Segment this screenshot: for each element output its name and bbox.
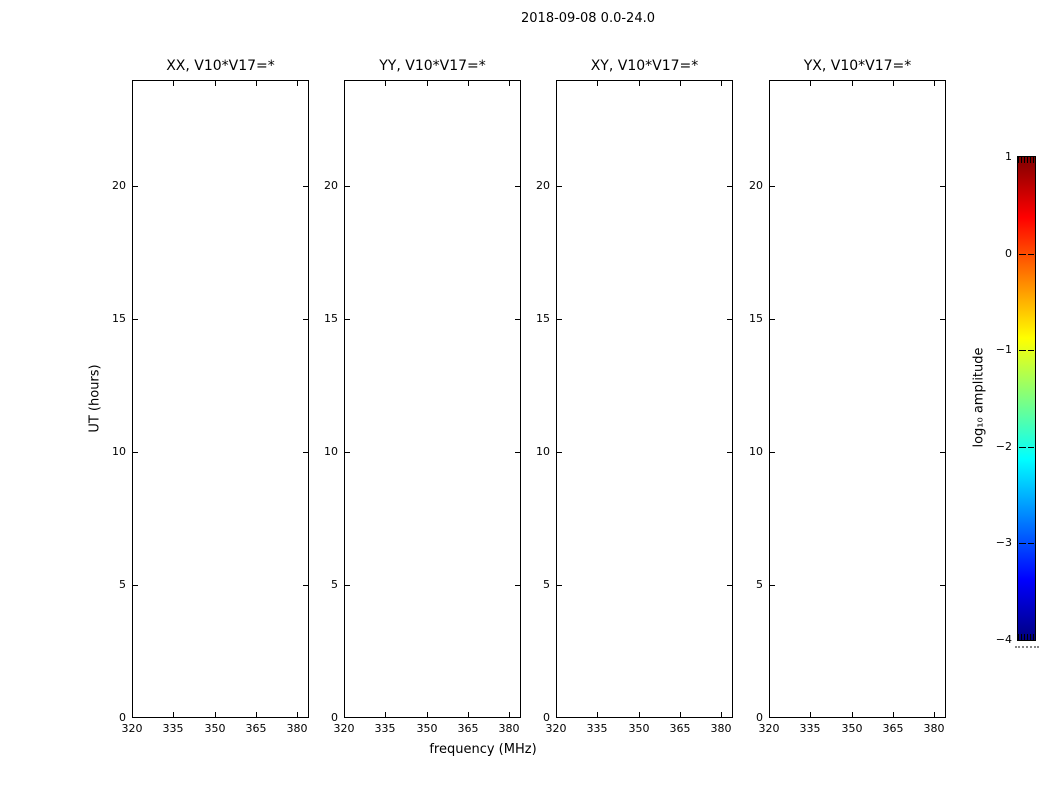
x-tick-label: 320 — [758, 722, 780, 735]
colorbar-tick-label: 1 — [1005, 150, 1012, 163]
y-tick-mark — [557, 452, 562, 453]
x-tick-mark — [934, 81, 935, 86]
y-tick-label: 10 — [324, 445, 338, 458]
y-tick-mark — [345, 319, 350, 320]
y-axis-label: UT (hours) — [87, 364, 103, 433]
y-tick-mark — [940, 186, 945, 187]
y-tick-mark — [770, 585, 775, 586]
x-tick-mark — [680, 712, 681, 717]
x-tick-mark — [468, 712, 469, 717]
x-tick-mark — [509, 712, 510, 717]
y-tick-label: 20 — [112, 179, 126, 192]
x-tick-label: 365 — [669, 722, 691, 735]
x-tick-label: 350 — [416, 722, 438, 735]
panel-plot-area-xx — [132, 80, 309, 718]
y-tick-label: 0 — [543, 711, 550, 724]
x-tick-label: 380 — [923, 722, 945, 735]
x-tick-mark — [173, 712, 174, 717]
y-tick-mark — [770, 319, 775, 320]
x-tick-mark — [468, 81, 469, 86]
x-tick-mark — [721, 81, 722, 86]
panel-plot-area-yx — [769, 80, 946, 718]
y-tick-label: 15 — [324, 312, 338, 325]
x-tick-mark — [934, 712, 935, 717]
y-tick-mark — [940, 585, 945, 586]
colorbar-tick-label: −3 — [995, 536, 1012, 549]
x-tick-label: 350 — [204, 722, 226, 735]
y-tick-label: 20 — [324, 179, 338, 192]
y-tick-label: 5 — [756, 578, 763, 591]
x-tick-mark — [385, 712, 386, 717]
panel-plot-area-yy — [344, 80, 521, 718]
y-tick-label: 5 — [119, 578, 126, 591]
y-tick-label: 20 — [749, 179, 763, 192]
x-axis-label: frequency (MHz) — [429, 742, 537, 757]
x-tick-mark — [297, 712, 298, 717]
x-tick-mark — [256, 81, 257, 86]
x-tick-mark — [852, 712, 853, 717]
x-tick-label: 380 — [498, 722, 520, 735]
y-tick-label: 10 — [749, 445, 763, 458]
x-tick-mark — [427, 712, 428, 717]
y-tick-mark — [557, 585, 562, 586]
x-tick-label: 335 — [374, 722, 396, 735]
y-tick-mark — [345, 585, 350, 586]
x-tick-label: 335 — [799, 722, 821, 735]
figure-title: 2018-09-08 0.0-24.0 — [521, 11, 655, 26]
x-tick-mark — [509, 81, 510, 86]
colorbar-tick-label: −2 — [995, 440, 1012, 453]
x-tick-label: 335 — [162, 722, 184, 735]
colorbar-tick-mark — [1019, 543, 1026, 544]
colorbar-tick-mark — [1028, 447, 1034, 448]
x-tick-mark — [597, 81, 598, 86]
y-tick-label: 5 — [331, 578, 338, 591]
y-tick-label: 5 — [543, 578, 550, 591]
x-tick-mark — [893, 712, 894, 717]
colorbar-label: log₁₀ amplitude — [971, 347, 987, 448]
x-tick-mark — [173, 81, 174, 86]
x-tick-mark — [852, 81, 853, 86]
x-tick-mark — [215, 712, 216, 717]
y-tick-mark — [345, 186, 350, 187]
colorbar-tick-label: 0 — [1005, 247, 1012, 260]
x-tick-label: 320 — [333, 722, 355, 735]
x-tick-mark — [639, 81, 640, 86]
colorbar-dotted-edge — [1015, 646, 1039, 648]
x-tick-mark — [810, 712, 811, 717]
x-tick-label: 365 — [457, 722, 479, 735]
y-tick-label: 15 — [536, 312, 550, 325]
x-tick-label: 320 — [545, 722, 567, 735]
y-tick-label: 0 — [756, 711, 763, 724]
x-tick-mark — [639, 712, 640, 717]
x-tick-label: 320 — [121, 722, 143, 735]
colorbar-tick-mark — [1019, 254, 1026, 255]
panel-title-yx: YX, V10*V17=* — [803, 58, 912, 74]
x-tick-mark — [297, 81, 298, 86]
panel-title-xx: XX, V10*V17=* — [166, 58, 275, 74]
x-tick-label: 380 — [286, 722, 308, 735]
x-tick-label: 380 — [710, 722, 732, 735]
panel-plot-area-xy — [556, 80, 733, 718]
y-tick-mark — [770, 186, 775, 187]
y-tick-mark — [557, 186, 562, 187]
x-tick-mark — [427, 81, 428, 86]
x-tick-mark — [721, 712, 722, 717]
y-tick-label: 15 — [112, 312, 126, 325]
x-tick-label: 365 — [245, 722, 267, 735]
x-tick-mark — [597, 712, 598, 717]
x-tick-mark — [810, 81, 811, 86]
y-tick-label: 10 — [112, 445, 126, 458]
y-tick-mark — [133, 186, 138, 187]
colorbar-tick-mark — [1019, 350, 1026, 351]
y-tick-mark — [557, 319, 562, 320]
y-tick-mark — [940, 452, 945, 453]
y-tick-mark — [940, 319, 945, 320]
colorbar-tick-label: −1 — [995, 343, 1012, 356]
y-tick-mark — [345, 452, 350, 453]
panel-title-yy: YY, V10*V17=* — [379, 58, 486, 74]
y-tick-label: 20 — [536, 179, 550, 192]
y-tick-label: 10 — [536, 445, 550, 458]
colorbar-tick-mark — [1028, 254, 1034, 255]
colorbar-tick-label: −4 — [995, 633, 1012, 646]
colorbar-tick-mark — [1028, 350, 1034, 351]
y-tick-mark — [133, 585, 138, 586]
x-tick-mark — [256, 712, 257, 717]
colorbar-tick-mark — [1019, 447, 1026, 448]
panel-title-xy: XY, V10*V17=* — [590, 58, 699, 74]
x-tick-mark — [385, 81, 386, 86]
x-tick-mark — [680, 81, 681, 86]
y-tick-mark — [770, 452, 775, 453]
y-tick-mark — [133, 452, 138, 453]
y-tick-mark — [133, 319, 138, 320]
x-tick-mark — [215, 81, 216, 86]
x-tick-label: 350 — [628, 722, 650, 735]
y-tick-label: 0 — [331, 711, 338, 724]
x-tick-label: 365 — [882, 722, 904, 735]
x-tick-label: 350 — [841, 722, 863, 735]
y-tick-label: 15 — [749, 312, 763, 325]
x-tick-mark — [893, 81, 894, 86]
x-tick-label: 335 — [586, 722, 608, 735]
colorbar — [1017, 156, 1036, 641]
y-tick-label: 0 — [119, 711, 126, 724]
colorbar-tick-mark — [1028, 543, 1034, 544]
